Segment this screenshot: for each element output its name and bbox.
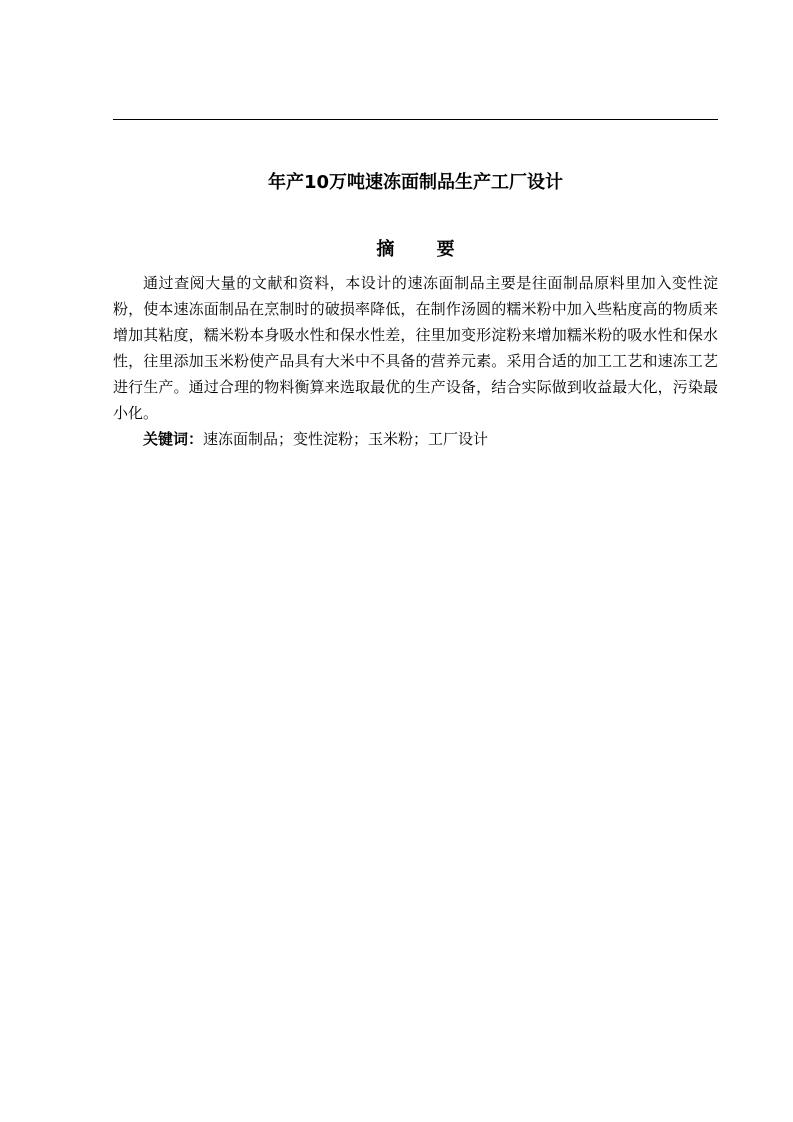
keywords-label: 关键词：	[143, 430, 204, 448]
document-title: 年产10万吨速冻面制品生产工厂设计	[267, 172, 564, 193]
abstract-body: 通过查阅大量的文献和资料，本设计的速冻面制品主要是往面制品原料里加入变性淀粉，使本速冻面制品在烹制时的破损率降低，在制作汤圆的糯米粉中加入些粘度高的物质来增加其粘度，糯米粉本身吸水性和保水性差，往里加变形淀粉来增加糯米粉的吸水性和保水性，往里添加玉米粉使产品具有大米中不具备的营养元素。采用合适的加工工艺和速冻工艺进行生产。通过合理的物料衡算来选取最优的生产设备，结合实际做到收益最大化，污染最小化。	[113, 274, 718, 422]
header-rule	[113, 119, 718, 120]
keywords-line	[113, 426, 718, 452]
keywords-text: 速冻面制品；变性淀粉；玉米粉；工厂设计	[203, 430, 489, 448]
abstract-heading: 摘 要	[376, 239, 473, 260]
